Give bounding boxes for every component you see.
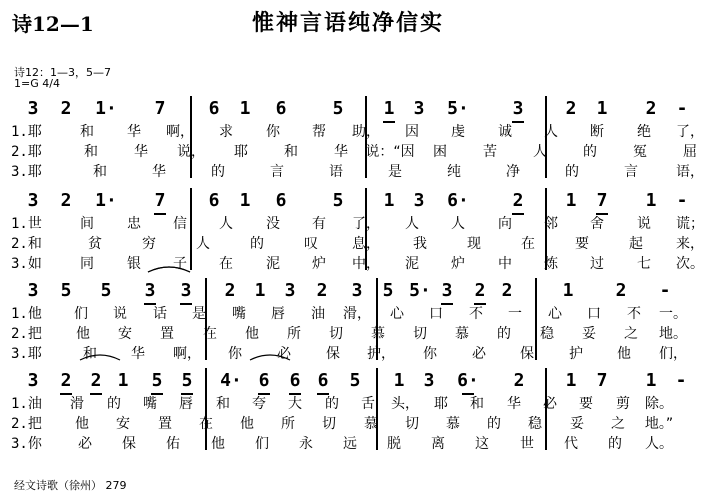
lyric-syllable: 的	[250, 236, 264, 252]
lyric-syllable: 代	[564, 436, 578, 452]
lyric-syllable: 除。	[645, 396, 673, 412]
lyric-syllable: 头，	[391, 396, 419, 412]
note: 3	[27, 190, 39, 211]
lyric-syllable: 必	[78, 436, 92, 452]
lyric-syllable: 他	[211, 436, 225, 452]
lyric-syllable: 唇	[271, 306, 285, 322]
lyric-syllable: 屈	[683, 144, 697, 160]
lyric-syllable: 忠	[127, 216, 141, 232]
lyric-syllable: 永	[299, 436, 313, 452]
note: 3	[423, 370, 435, 391]
lyric-syllable: 说	[637, 216, 651, 232]
lyric-syllable: 佑	[166, 436, 180, 452]
lyric-syllable: 这	[475, 436, 489, 452]
lyric-syllable: 切	[413, 326, 427, 342]
lyric-syllable: 你	[266, 124, 280, 140]
note: 1	[562, 280, 574, 301]
note: 2	[512, 190, 524, 211]
lyric-verse-start: 1.油	[11, 396, 42, 412]
lyric-syllable: 求	[219, 124, 233, 140]
note: 5	[60, 280, 72, 301]
lyric-syllable: 稳	[528, 416, 542, 432]
lyric-syllable: 口	[587, 306, 601, 322]
lyric-syllable: 们，	[659, 346, 687, 362]
lyric-syllable: 七	[637, 256, 651, 272]
lyric-syllable: 们	[74, 306, 88, 322]
lyric-syllable: 人	[451, 216, 465, 232]
lyric-syllable: 虔	[451, 124, 465, 140]
lyric-verse-start: 1.他	[11, 306, 42, 322]
lyric-syllable: 切	[329, 326, 343, 342]
hymn-title: 惟神言语纯净信实	[252, 11, 445, 36]
lyric-syllable: 脱	[387, 436, 401, 452]
lyric-syllable: 中	[498, 256, 512, 272]
lyric-verse-start: 2.把	[11, 326, 42, 342]
lyric-syllable: 你	[228, 346, 242, 362]
lyric-syllable: 炼	[544, 256, 558, 272]
lyric-syllable: 华	[127, 124, 141, 140]
lyric-syllable: 所	[287, 326, 301, 342]
lyric-syllable: 说	[113, 306, 127, 322]
lyric-syllable: 之	[624, 326, 638, 342]
lyric-syllable: 保	[520, 346, 534, 362]
lyric-syllable: 他	[245, 326, 259, 342]
note: 3	[27, 98, 39, 119]
lyric-verse-start: 2.把	[11, 416, 42, 432]
note: 5	[332, 190, 344, 211]
note: -	[675, 370, 687, 391]
scripture-reference: 诗12：1—3，5—7	[14, 66, 111, 79]
note: 1	[383, 98, 395, 119]
lyric-syllable: 的	[107, 396, 121, 412]
note: 4·	[220, 370, 242, 391]
lyric-syllable: 在	[199, 416, 213, 432]
note: 5	[151, 370, 163, 391]
lyric-syllable: 穷	[142, 236, 156, 252]
note: 5	[349, 370, 361, 391]
lyric-syllable: 滑，	[343, 306, 371, 322]
lyric-syllable: 耶	[234, 144, 248, 160]
lyric-syllable: 冤	[633, 144, 647, 160]
lyric-syllable: 人	[219, 216, 233, 232]
lyric-verse-start: 2.耶	[11, 144, 42, 160]
lyric-syllable: 净	[506, 164, 520, 180]
lyric-syllable: 啊，	[166, 124, 194, 140]
lyric-syllable: 们	[255, 436, 269, 452]
note: -	[676, 190, 688, 211]
lyric-syllable: 剪	[616, 396, 630, 412]
lyric-syllable: 妥	[570, 416, 584, 432]
lyric-syllable: 绝	[637, 124, 651, 140]
lyric-syllable: 一	[508, 306, 522, 322]
note: 1	[645, 370, 657, 391]
lyric-verse-start: 3.如	[11, 256, 42, 272]
lyric-syllable: 舌	[361, 396, 375, 412]
note: 3	[27, 280, 39, 301]
lyric-syllable: 言	[270, 164, 284, 180]
note: 2	[316, 280, 328, 301]
lyric-syllable: 向	[498, 216, 512, 232]
lyric-syllable: 华	[334, 144, 348, 160]
lyric-syllable: 在	[203, 326, 217, 342]
note: -	[659, 280, 671, 301]
lyric-syllable: 华	[507, 396, 521, 412]
lyric-syllable: 有	[312, 216, 326, 232]
lyric-syllable: 必	[472, 346, 486, 362]
lyric-syllable: 和	[470, 396, 484, 412]
lyric-syllable: 语，	[676, 164, 704, 180]
lyric-syllable: 慕	[364, 416, 378, 432]
lyric-syllable: 在	[219, 256, 233, 272]
note: 1	[239, 98, 251, 119]
note: 3	[144, 280, 156, 301]
lyric-syllable: 帮	[312, 124, 326, 140]
lyric-syllable: 必	[277, 346, 291, 362]
lyric-syllable: 在	[521, 236, 535, 252]
lyric-syllable: 人	[196, 236, 210, 252]
lyric-syllable: 中，	[352, 256, 380, 272]
note: 6·	[457, 370, 479, 391]
lyric-syllable: 叹	[304, 236, 318, 252]
lyric-verse-start: 1.世	[11, 216, 42, 232]
lyric-syllable: 言	[624, 164, 638, 180]
lyric-syllable: 的	[497, 326, 511, 342]
note: 2	[513, 370, 525, 391]
lyric-syllable: 离	[431, 436, 445, 452]
lyric-syllable: 同	[80, 256, 94, 272]
lyric-syllable: 置	[158, 416, 172, 432]
lyric-syllable: 因	[405, 124, 419, 140]
lyric-syllable: 子	[173, 256, 187, 272]
lyric-syllable: 要	[579, 396, 593, 412]
lyric-syllable: 切	[322, 416, 336, 432]
lyric-syllable: 他	[76, 326, 90, 342]
note: 1	[645, 190, 657, 211]
lyric-syllable: 的	[487, 416, 501, 432]
note: 1	[239, 190, 251, 211]
lyric-syllable: 要	[575, 236, 589, 252]
lyric-syllable: 所	[281, 416, 295, 432]
note: 1	[596, 98, 608, 119]
lyric-syllable: 泥	[266, 256, 280, 272]
lyric-syllable: 息，	[352, 236, 380, 252]
note: 3	[284, 280, 296, 301]
note: 6	[275, 98, 287, 119]
lyric-syllable: 滑	[70, 396, 84, 412]
lyric-syllable: 慕	[371, 326, 385, 342]
lyric-syllable: 说，	[177, 144, 205, 160]
slur	[250, 355, 290, 360]
lyric-syllable: 唇	[179, 396, 193, 412]
note: 3	[413, 190, 425, 211]
note: 3	[180, 280, 192, 301]
note: 2	[615, 280, 627, 301]
note: 6	[208, 98, 220, 119]
note: 7	[154, 190, 166, 211]
lyric-syllable: 了，	[676, 124, 704, 140]
note: 1	[254, 280, 266, 301]
lyric-syllable: 邻	[544, 216, 558, 232]
lyric-syllable: 安	[118, 326, 132, 342]
lyric-syllable: 的	[608, 436, 622, 452]
note: 1	[565, 370, 577, 391]
lyric-syllable: 华	[152, 164, 166, 180]
lyric-syllable: 华	[134, 144, 148, 160]
note: 6·	[447, 190, 469, 211]
lyric-syllable: 起	[629, 236, 643, 252]
lyric-syllable: 的	[565, 164, 579, 180]
note: -	[676, 98, 688, 119]
lyric-syllable: 人	[405, 216, 419, 232]
note: 2	[60, 98, 72, 119]
lyric-syllable: 他	[75, 416, 89, 432]
slur	[80, 355, 120, 360]
lyric-syllable: 和	[83, 346, 97, 362]
note: 1	[565, 190, 577, 211]
note: 3	[413, 98, 425, 119]
note: 2	[90, 370, 102, 391]
note: 3	[512, 98, 524, 119]
note: 5	[181, 370, 193, 391]
note: 7	[154, 98, 166, 119]
key-signature: 1=G 4/4	[14, 77, 60, 90]
lyric-syllable: 心	[548, 306, 562, 322]
note: 1·	[95, 190, 117, 211]
lyric-syllable: 诚	[498, 124, 512, 140]
lyric-syllable: 次。	[676, 256, 704, 272]
lyric-syllable: 的	[211, 164, 225, 180]
lyric-syllable: 炉	[312, 256, 326, 272]
lyric-syllable: 和	[284, 144, 298, 160]
lyric-syllable: 他	[240, 416, 254, 432]
note: 5	[382, 280, 394, 301]
lyric-syllable: 我	[413, 236, 427, 252]
lyric-syllable: 了，	[352, 216, 380, 232]
note: 3	[351, 280, 363, 301]
lyric-syllable: 保	[122, 436, 136, 452]
lyric-syllable: 和	[84, 144, 98, 160]
lyric-syllable: 一。	[659, 306, 687, 322]
note: 1	[117, 370, 129, 391]
note: 1·	[95, 98, 117, 119]
lyric-syllable: 华	[131, 346, 145, 362]
lyric-syllable: 话	[153, 306, 167, 322]
lyric-syllable: 是	[192, 306, 206, 322]
lyric-syllable: 稳	[540, 326, 554, 342]
note: 5·	[409, 280, 431, 301]
note: 6	[258, 370, 270, 391]
lyric-syllable: 心	[390, 306, 404, 322]
lyric-verse-start: 2.和	[11, 236, 42, 252]
lyric-syllable: 炉	[451, 256, 465, 272]
lyric-syllable: 慕	[446, 416, 460, 432]
note: 6	[317, 370, 329, 391]
lyric-syllable: 地。”	[644, 416, 674, 432]
lyric-verse-start: 3.耶	[11, 164, 42, 180]
note: 2	[60, 370, 72, 391]
lyric-syllable: 助，	[352, 124, 380, 140]
note: 5	[332, 98, 344, 119]
lyric-syllable: 过	[590, 256, 604, 272]
lyric-syllable: 慕	[455, 326, 469, 342]
lyric-syllable: 嘴	[232, 306, 246, 322]
lyric-syllable: 他	[617, 346, 631, 362]
lyric-syllable: 油	[311, 306, 325, 322]
lyric-syllable: 语	[329, 164, 343, 180]
lyric-syllable: 啊，	[173, 346, 201, 362]
lyric-syllable: 信	[173, 216, 187, 232]
lyric-syllable: 妥	[582, 326, 596, 342]
lyric-syllable: 断	[590, 124, 604, 140]
lyric-syllable: 嘴	[143, 396, 157, 412]
note: 3	[441, 280, 453, 301]
note: 1	[383, 190, 395, 211]
lyric-syllable: 护，	[367, 346, 395, 362]
lyric-syllable: 泥	[405, 256, 419, 272]
lyric-syllable: 说：“因	[365, 144, 415, 160]
lyric-syllable: 和	[216, 396, 230, 412]
note: 2	[645, 98, 657, 119]
lyric-verse-start: 1.耶	[11, 124, 42, 140]
lyric-syllable: 人。	[645, 436, 673, 452]
lyric-syllable: 世	[520, 436, 534, 452]
source-footer: 经文诗歌（徐州） 279	[14, 479, 127, 492]
lyric-syllable: 保	[326, 346, 340, 362]
lyric-syllable: 夸	[252, 396, 266, 412]
lyric-syllable: 现	[467, 236, 481, 252]
lyric-syllable: 来，	[676, 236, 704, 252]
note: 2	[501, 280, 513, 301]
note: 2	[60, 190, 72, 211]
lyric-syllable: 是	[388, 164, 402, 180]
lyric-syllable: 之	[611, 416, 625, 432]
slur	[148, 267, 190, 272]
lyric-syllable: 人	[533, 144, 547, 160]
lyric-syllable: 苦	[483, 144, 497, 160]
note: 1	[393, 370, 405, 391]
lyric-syllable: 和	[93, 164, 107, 180]
lyric-syllable: 间	[80, 216, 94, 232]
lyric-syllable: 贫	[88, 236, 102, 252]
lyric-syllable: 口	[429, 306, 443, 322]
lyric-verse-start: 3.你	[11, 436, 42, 452]
lyric-syllable: 安	[116, 416, 130, 432]
lyric-syllable: 人	[544, 124, 558, 140]
lyric-syllable: 银	[127, 256, 141, 272]
lyric-syllable: 舍	[590, 216, 604, 232]
note: 5	[100, 280, 112, 301]
note: 6	[289, 370, 301, 391]
note: 2	[565, 98, 577, 119]
lyric-syllable: 大	[288, 396, 302, 412]
lyric-syllable: 护	[569, 346, 583, 362]
note: 6	[208, 190, 220, 211]
hymn-number: 诗12—1	[12, 12, 94, 36]
note: 7	[596, 190, 608, 211]
lyric-verse-start: 3.耶	[11, 346, 42, 362]
note: 3	[27, 370, 39, 391]
lyric-syllable: 不	[627, 306, 641, 322]
note: 6	[275, 190, 287, 211]
lyric-syllable: 的	[325, 396, 339, 412]
lyric-syllable: 你	[423, 346, 437, 362]
lyric-syllable: 耶	[434, 396, 448, 412]
lyric-syllable: 的	[583, 144, 597, 160]
note: 7	[596, 370, 608, 391]
note: 5·	[447, 98, 469, 119]
lyric-syllable: 和	[80, 124, 94, 140]
lyric-syllable: 困	[433, 144, 447, 160]
note: 2	[474, 280, 486, 301]
lyric-syllable: 纯	[447, 164, 461, 180]
lyric-syllable: 没	[266, 216, 280, 232]
lyric-syllable: 置	[160, 326, 174, 342]
note: 2	[224, 280, 236, 301]
lyric-syllable: 必	[543, 396, 557, 412]
lyric-syllable: 地。	[659, 326, 687, 342]
lyric-syllable: 切	[405, 416, 419, 432]
lyric-syllable: 不	[469, 306, 483, 322]
lyric-syllable: 远	[343, 436, 357, 452]
lyric-syllable: 谎；	[676, 216, 704, 232]
